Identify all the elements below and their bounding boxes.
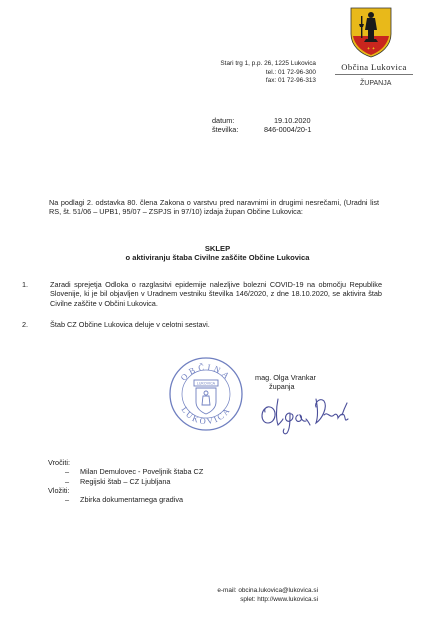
decision-items	[22, 280, 382, 341]
signer-name: mag. Olga Vrankar	[255, 373, 316, 382]
fax-line: fax: 01 72-96-313	[265, 77, 316, 85]
date-value: 19.10.2020	[274, 116, 311, 125]
filing-target: Zbirka dokumentarnega gradiva	[80, 495, 184, 505]
header-divider	[335, 74, 413, 75]
item-text: Štab CZ Občine Lukovica deluje v celotni sestavi.	[50, 319, 210, 329]
filing-label: Vložiti:	[48, 485, 70, 495]
department-name: ŽUPANJA	[360, 80, 392, 87]
document-title	[40, 244, 395, 263]
signer-role: županja	[269, 382, 295, 392]
intro-paragraph: Na podlagi 2. odstavka 80. člena Zakona o varstvu pred naravnimi in drugimi nesrečami, (Uradni list RS, št. 51/06 – UPB1, 95/07 – ZSPJS in 97/10) izdaja župan Občine Lukovica:	[49, 198, 379, 217]
handwritten-signature	[254, 385, 358, 439]
email-link[interactable]: e-mail: obcina.lukovica@lukovica.si	[217, 587, 318, 594]
title-heading: SKLEP	[204, 244, 231, 253]
phone-line: tel.: 01 72-96-300	[265, 68, 316, 76]
website-link[interactable]: splet: http://www.lukovica.si	[240, 595, 318, 603]
svg-text:OBČINA	[178, 362, 233, 383]
svg-text:LUKOVICA	[179, 405, 232, 427]
municipality-crest	[349, 6, 393, 58]
municipality-name: Občina Lukovica	[341, 62, 407, 72]
svg-text:✦ ✦: ✦ ✦	[366, 46, 376, 51]
item-number: 1.	[22, 280, 29, 289]
list-item: – Zbirka dokumentarnega gradiva	[64, 495, 184, 505]
list-item: – Milan Demulovec - Poveljnik štaba CZ	[64, 467, 204, 477]
item-number: 2.	[22, 319, 29, 329]
date-number-block	[212, 116, 332, 135]
list-item	[22, 320, 382, 329]
title-subheading: o aktiviranju štaba Civilne zaščite Občine Lukovica	[125, 253, 310, 263]
delivery-block	[48, 458, 308, 504]
date-label: datum:	[212, 116, 235, 125]
recipient-list	[48, 467, 308, 486]
number-value: 846-0004/20-1	[264, 125, 312, 135]
stamp-bottom-text: LUKOVICA	[179, 404, 233, 427]
list-item: – Regijski štab – CZ Ljubljana	[64, 476, 171, 486]
stamp-top-text: OBČINA	[178, 361, 234, 383]
address-line: Stari trg 1, p.p. 26, 1225 Lukovica	[220, 60, 316, 67]
filing-list	[48, 495, 308, 504]
stamp-banner-text: LUKOVICA	[196, 381, 216, 386]
address-block	[186, 60, 316, 86]
contact-block	[180, 587, 318, 604]
recipient-name: Regijski štab – CZ Ljubljana	[80, 476, 171, 486]
delivery-label: Vročiti:	[48, 458, 71, 467]
number-label: številka:	[212, 125, 239, 135]
recipient-name: Milan Demulovec - Poveljnik štaba CZ	[80, 467, 204, 477]
official-stamp	[168, 356, 244, 432]
list-item	[22, 280, 382, 308]
item-text: Zaradi sprejetja Odloka o razglasitvi epidemije nalezljive bolezni COVID-19 na območju Republike Slovenije, ki je bil objavljen v Uradnem vestniku številka 146/2020, z dne 18.10.2020, se aktivira štab Civilne zaščite v Občini Lukovica.	[50, 280, 382, 308]
